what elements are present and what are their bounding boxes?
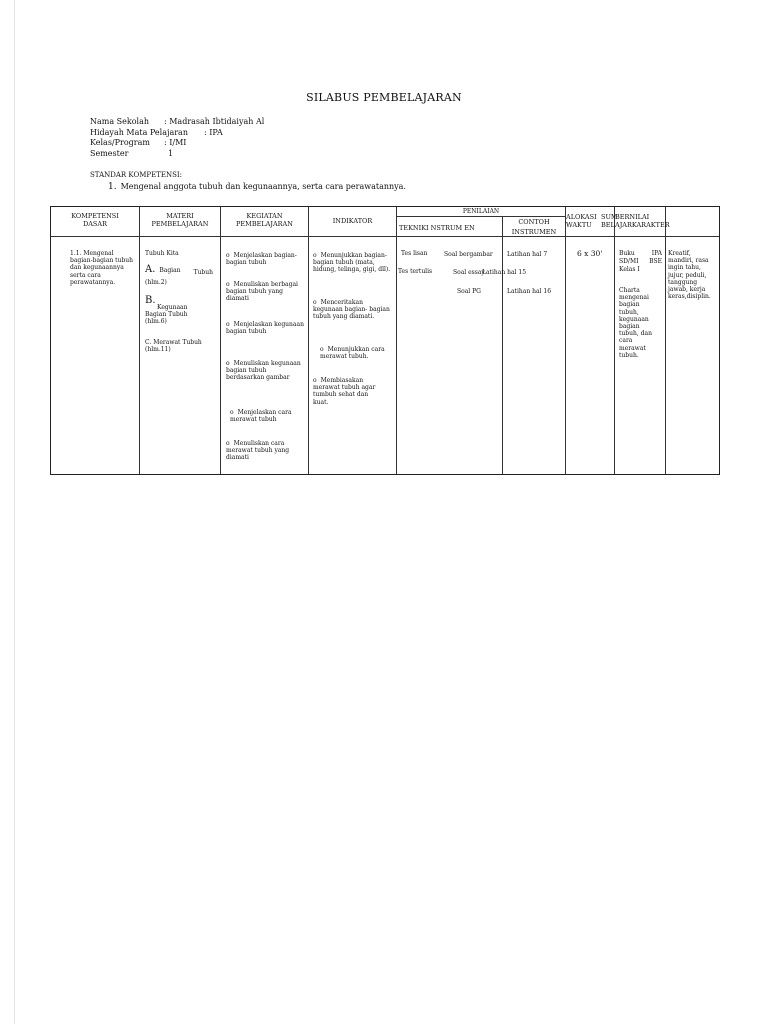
indikator-item: o Menunjukkan cara merawat tubuh. <box>320 346 385 361</box>
bentuk-item: Soal essay <box>453 269 485 276</box>
identity-value: : I/MI <box>164 138 187 147</box>
identity-label: Semester <box>90 148 129 158</box>
header-divider <box>51 236 719 237</box>
kompetensi-dasar-cell: 1.1. Mengenal bagian-bagian tubuh dan kegunaannya serta cara perawatannya. <box>70 250 134 286</box>
kegiatan-item: o Menjelaskan kegunaan bagian tubuh <box>226 321 304 336</box>
header-kompetensi-dasar: KOMPETENSI DASAR <box>71 212 119 228</box>
teknik-item: Tes tertulis <box>398 268 433 275</box>
column-divider <box>565 207 566 474</box>
kegiatan-item: o Menjelaskan bagian-bagian tubuh <box>226 252 297 267</box>
identity-value: : Madrasah Ibtidaiyah Al <box>164 117 265 126</box>
indikator-item: o Menceritakan kegunaan bagian- bagian tubuh yang diamati. <box>313 299 390 321</box>
materi-item-a-page: (hlm.2) <box>145 279 167 286</box>
kegiatan-item: o Menuliskan cara merawat tubuh yang diamati <box>226 440 290 462</box>
header-alokasi: ALOKASI WAKTU <box>566 213 597 229</box>
column-divider <box>614 207 615 474</box>
contoh-item: Latihan hal 7 <box>507 251 548 258</box>
page-edge <box>14 0 15 1024</box>
column-divider <box>502 216 503 474</box>
materi-item-b-letter: B. <box>145 295 156 306</box>
column-divider <box>396 207 397 474</box>
column-divider <box>665 207 666 474</box>
standar-kompetensi-text: Mengenal anggota tubuh dan kegunaannya, serta cara perawatannya. <box>120 182 406 191</box>
indikator-item: o Menunjukkan bagian-bagian tubuh (mata, hidung, telinga, gigi, dll). <box>313 252 391 274</box>
kegiatan-item: o Menuliskan kegunaan bagian tubuh berdasarkan gambar <box>226 360 301 382</box>
identity-value: 1 <box>168 148 174 158</box>
header-sumber: SUM BEL <box>601 213 618 229</box>
header-materi: MATERI PEMBELAJARAN <box>151 212 209 228</box>
standar-kompetensi-item <box>108 182 406 192</box>
penilaian-divider <box>396 216 565 217</box>
sumber-line: Kelas I <box>619 266 640 273</box>
teknik-item: Tes lisan <box>401 250 428 257</box>
alokasi-value: 6 x 30' <box>577 249 603 258</box>
bentuk-item: Soal PG <box>457 288 481 295</box>
identity-value: : IPA <box>204 127 223 137</box>
indikator-item: o Membiasakan merawat tubuh agar tumbuh sehat dan kuat. <box>313 377 376 406</box>
column-divider <box>220 207 221 474</box>
sumber-line: SD/MI BSE <box>619 258 662 265</box>
karakter-cell: Kreatif, mandiri, rasa ingin tahu, jujur, peduli, tanggung jawab, kerja keras,disiplin. <box>668 250 711 301</box>
standar-kompetensi-heading: STANDAR KOMPETENSI: <box>90 171 183 179</box>
materi-item-c: C. Merawat Tubuh (hlm.11) <box>145 339 202 354</box>
materi-item-b: Kegunaan Bagian Tubuh (hlm.6) <box>145 304 188 326</box>
sumber-rest: Charta mengenai bagian tubuh, kegunaan bagian tubuh, dan cara merawat tubuh. <box>619 287 652 359</box>
column-divider <box>139 207 140 474</box>
header-kegiatan: KEGIATAN PEMBELAJARAN <box>236 212 293 228</box>
identity-label: Nama Sekolah <box>90 117 150 126</box>
kegiatan-item: o Menjelaskan cara merawat tubuh <box>230 409 292 424</box>
materi-title: Tubuh Kita <box>145 250 179 257</box>
contoh-item: Latihan hal 15 <box>482 269 527 276</box>
header-contoh: CONTOH INSTRUMEN <box>511 218 557 236</box>
standar-kompetensi-number: 1. <box>108 182 117 192</box>
bentuk-item: Soal bergambar <box>444 251 493 258</box>
header-karakter: BERNILAI AJARKARAKTER <box>615 213 670 229</box>
page-title: SILABUS PEMBELAJARAN <box>306 91 462 104</box>
column-divider <box>308 207 309 474</box>
identity-label: Hidayah Mata Pelajaran <box>90 127 188 137</box>
header-teknik: TEKNIKI NSTRUM EN <box>399 224 475 232</box>
header-indikator: INDIKATOR <box>332 217 373 225</box>
contoh-item: Latihan hal 16 <box>507 288 552 295</box>
sumber-line: Buku IPA <box>619 250 662 257</box>
materi-item-a: A. Bagian Tubuh <box>145 264 213 276</box>
identity-label: Kelas/Program <box>90 138 150 147</box>
header-penilaian: PENILAIAN <box>462 208 500 215</box>
kegiatan-item: o Menuliskan berbagai bagian tubuh yang diamati <box>226 281 298 303</box>
